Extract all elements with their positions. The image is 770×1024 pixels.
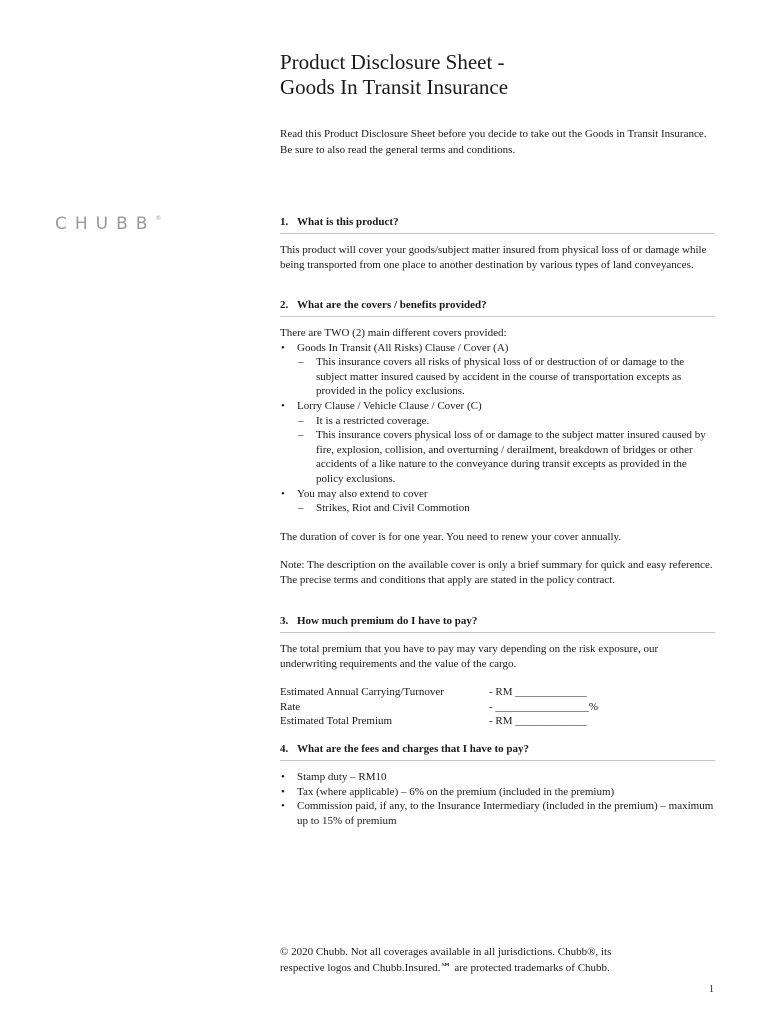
sub-list-item: – Strikes, Riot and Civil Commotion: [297, 501, 715, 516]
sub-list-item: – This insurance covers physical loss of or damage to the subject matter insured caused by fire, explosion, collision, and overturning / derailment, breakdown of bridges or other accidents of a like nature to the conveyance during transit excepts as provided in the policy exclusions.: [297, 428, 715, 486]
table-row: [280, 685, 598, 700]
logo-registered-mark: ®: [155, 215, 162, 222]
section-heading-text: How much premium do I have to pay?: [297, 615, 478, 627]
row-value: - RM _____________: [489, 715, 587, 728]
row-label: Estimated Total Premium: [280, 715, 393, 728]
list-item: • Stamp duty – RM10: [280, 770, 715, 785]
logo-text: CHUBB: [55, 214, 156, 234]
section-fees-charges: [280, 742, 715, 828]
table-row: [280, 700, 598, 715]
section-premium: [280, 614, 715, 729]
list-item: [280, 487, 715, 516]
title-line-1: Product Disclosure Sheet -: [280, 50, 505, 74]
section-heading: [280, 614, 715, 633]
footer-copyright: [280, 944, 720, 976]
list-item-label: Lorry Clause / Vehicle Clause / Cover (C): [297, 399, 482, 412]
list-item-label: Goods In Transit (All Risks) Clause / Cover (A): [297, 341, 509, 354]
row-label: Estimated Annual Carrying/Turnover: [280, 686, 444, 699]
row-label: Rate: [280, 700, 301, 713]
title-line-2: Goods In Transit Insurance: [280, 75, 509, 99]
covers-lead: There are TWO (2) main different covers provided:: [280, 327, 507, 339]
row-value: - RM _____________: [489, 686, 587, 699]
duration-text: The duration of cover is for one year. You need to renew your cover annually.: [280, 530, 622, 543]
section-text: This product will cover your goods/subject matter insured from physical loss of or damage while being transported from one place to another destination by various types of land conveyances.: [280, 244, 707, 271]
intro-paragraph: Read this Product Disclosure Sheet before you decide to take out the Goods in Transit Insurance. Be sure to also read the general terms and conditions.: [280, 128, 707, 156]
list-item: • Tax (where applicable) – 6% on the premium (included in the premium): [280, 785, 715, 800]
sub-list-item: – This insurance covers all risks of physical loss of or destruction of or damage to the subject matter insured caused by accident in the course of transportation excepts as provided in the policy exclusions.: [297, 355, 715, 399]
sub-list-item: – It is a restricted coverage.: [297, 414, 715, 429]
note-text: Note: The description on the available cover is only a brief summary for quick and easy reference. The precise terms and conditions that apply are stated in the policy contract.: [280, 559, 713, 586]
fees-list: [280, 770, 715, 828]
section-heading-text: What are the covers / benefits provided?: [297, 299, 487, 311]
document-title: [280, 50, 508, 100]
covers-list: [280, 341, 715, 516]
premium-estimate-table: [280, 685, 598, 729]
section-heading-text: What is this product?: [297, 216, 399, 228]
footer-line-1: © 2020 Chubb. Not all coverages available in all jurisdictions. Chubb®, its: [280, 946, 612, 958]
footer-line-2: respective logos and Chubb.Insured.℠ are protected trademarks of Chubb.: [280, 962, 610, 974]
page-number: 1: [709, 984, 714, 995]
section-number: 3.: [280, 615, 289, 627]
section-number: 4.: [280, 743, 289, 755]
section-heading: [280, 298, 715, 317]
list-item: • Commission paid, if any, to the Insurance Intermediary (included in the premium) – maximum up to 15% of premium: [280, 799, 715, 828]
section-heading: [280, 215, 715, 234]
row-value: - _________________%: [489, 700, 599, 713]
section-heading-text: What are the fees and charges that I have to pay?: [297, 743, 530, 755]
premium-text: The total premium that you have to pay may vary depending on the risk exposure, our underwriting requirements and the value of the cargo.: [280, 643, 659, 670]
list-item-label: You may also extend to cover: [297, 487, 428, 500]
table-row: [280, 714, 598, 729]
list-item: [280, 341, 715, 399]
section-number: 2.: [280, 299, 289, 311]
chubb-logo: [55, 214, 161, 234]
section-covers-benefits: [280, 298, 715, 588]
section-heading: [280, 742, 715, 761]
list-item: [280, 399, 715, 487]
section-what-is-product: [280, 215, 715, 272]
section-number: 1.: [280, 216, 289, 228]
